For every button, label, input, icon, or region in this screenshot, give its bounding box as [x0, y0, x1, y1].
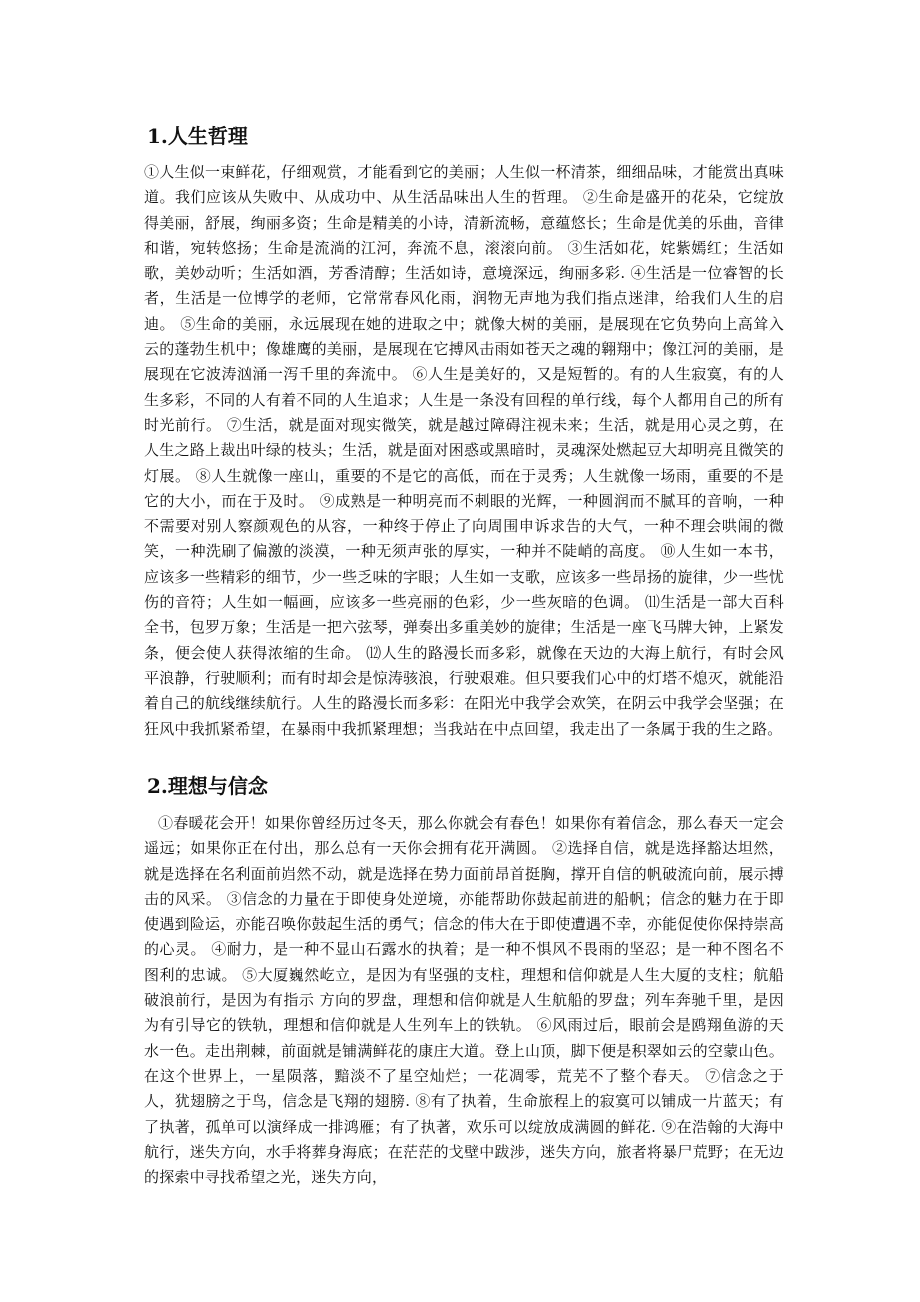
section-body-ideals-beliefs: ①春暖花会开！如果你曾经历过冬天，那么你就会有春色！如果你有着信念，那么春天一定会遥远；如果你正在付出，那么总有一天你会拥有花开满圆。 ②选择自信，就是选择豁达坦然，就是选择在名利面前岿然不动，就是选择在势力面前昂首挺胸，撑开自信的帆破流向前，展示搏击的风采。 ③信念的力量在于即使身处逆境，亦能帮助你鼓起前进的船帆；信念的魅力在于即使遇到险运，亦能召唤你鼓起生活的勇气；信念的伟大在于即使遭遇不幸，亦能促使你保持崇高的心灵。 ④耐力，是一种不显山石露水的执着；是一种不惧风不畏雨的坚忍；是一种不图名不图利的忠诚。 ⑤大厦巍然屹立，是因为有坚强的支柱，理想和信仰就是人生大厦的支柱；航船破浪前行，是因为有指示 方向的罗盘，理想和信仰就是人生航船的罗盘；列车奔驰千里，是因为有引导它的铁轨，理想和信仰就是人生列车上的铁轨。 ⑥风雨过后，眼前会是鸥翔鱼游的天水一色。走出荆棘，前面就是铺满鲜花的康庄大道。登上山顶，脚下便是积翠如云的空蒙山色。在这个世界上，一星陨落，黯淡不了星空灿烂；一花凋零，荒芜不了整个春天。 ⑦信念之于人，犹翅膀之于鸟，信念是飞翔的翅膀. ⑧有了执着，生命旅程上的寂寞可以铺成一片蓝天；有了执著，孤单可以演绎成一排鸿雁；有了执著，欢乐可以绽放成满圆的鲜花. ⑨在浩翰的大海中航行，迷失方向，水手将葬身海底；在茫茫的戈壁中跋涉，迷失方向，旅者将暴尸荒野；在无边的探索中寻找希望之光，迷失方向， [144, 814, 784, 1187]
section-heading-ideals-beliefs: 2.理想与信念 [147, 774, 268, 798]
section-body-life-philosophy: ①人生似一束鲜花，仔细观赏，才能看到它的美丽；人生似一杯清茶，细细品味，才能赏出真味道。我们应该从失败中、从成功中、从生活品味出人生的哲理。 ②生命是盛开的花朵，它绽放得美丽，舒展，绚丽多资；生命是精美的小诗，清新流畅，意蕴悠长；生命是优美的乐曲，音律和谐，宛转悠扬；生命是流淌的江河，奔流不息，滚滚向前。 ③生活如花，姹紫嫣红；生活如歌，美妙动听；生活如酒，芳香清醇；生活如诗，意境深远，绚丽多彩. ④生活是一位睿智的长者，生活是一位博学的老师，它常常春风化雨，润物无声地为我们指点迷津，给我们人生的启迪。 ⑤生命的美丽，永远展现在她的进取之中；就像大树的美丽，是展现在它负势向上高耸入云的蓬勃生机中；像雄鹰的美丽，是展现在它搏风击雨如苍天之魂的翱翔中；像江河的美丽，是展现在它波涛汹涌一泻千里的奔流中。 ⑥人生是美好的，又是短暂的。有的人生寂寞，有的人生多彩，不同的人有着不同的人生追求；人生是一条没有回程的单行线，每个人都用自己的所有时光前行。 ⑦生活，就是面对现实微笑，就是越过障碍注视未来；生活，就是用心灵之剪，在人生之路上裁出叶绿的枝头；生活，就是面对困惑或黑暗时，灵魂深处燃起豆大却明亮且微笑的灯展。 ⑧人生就像一座山，重要的不是它的高低，而在于灵秀；人生就像一场雨，重要的不是它的大小，而在于及时。 ⑨成熟是一种明亮而不刺眼的光辉，一种圆润而不腻耳的音响，一种不需要对别人察颜观色的从容，一种终于停止了向周围申诉求告的大气，一种不理会哄闹的微笑，一种洗刷了偏激的淡漠，一种无须声张的厚实，一种并不陡峭的高度。 ⑩人生如一本书，应该多一些精彩的细节，少一些乏味的字眼；人生如一支歌，应该多一些昂扬的旋律，少一些忧伤的音符；人生如一幅画，应该多一些亮丽的色彩，少一些灰暗的色调。 ⑾生活是一部大百科全书，包罗万象；生活是一把六弦琴，弹奏出多重美妙的旋律；生活是一座飞马牌大钟，上紧发条，便会使人获得浓缩的生命。 ⑿人生的路漫长而多彩，就像在天边的大海上航行，有时会风平浪静，行驶顺利；而有时却会是惊涛骇浪，行驶艰难。但只要我们心中的灯塔不熄灭，就能沿着自己的航线继续航行。人生的路漫长而多彩：在阳光中我学会欢笑，在阴云中我学会坚强；在狂风中我抓紧希望，在暴雨中我抓紧理想；当我站在中点回望，我走出了一条属于我的生之路。 [144, 163, 784, 738]
section-heading-life-philosophy: 1.人生哲理 [147, 124, 248, 148]
